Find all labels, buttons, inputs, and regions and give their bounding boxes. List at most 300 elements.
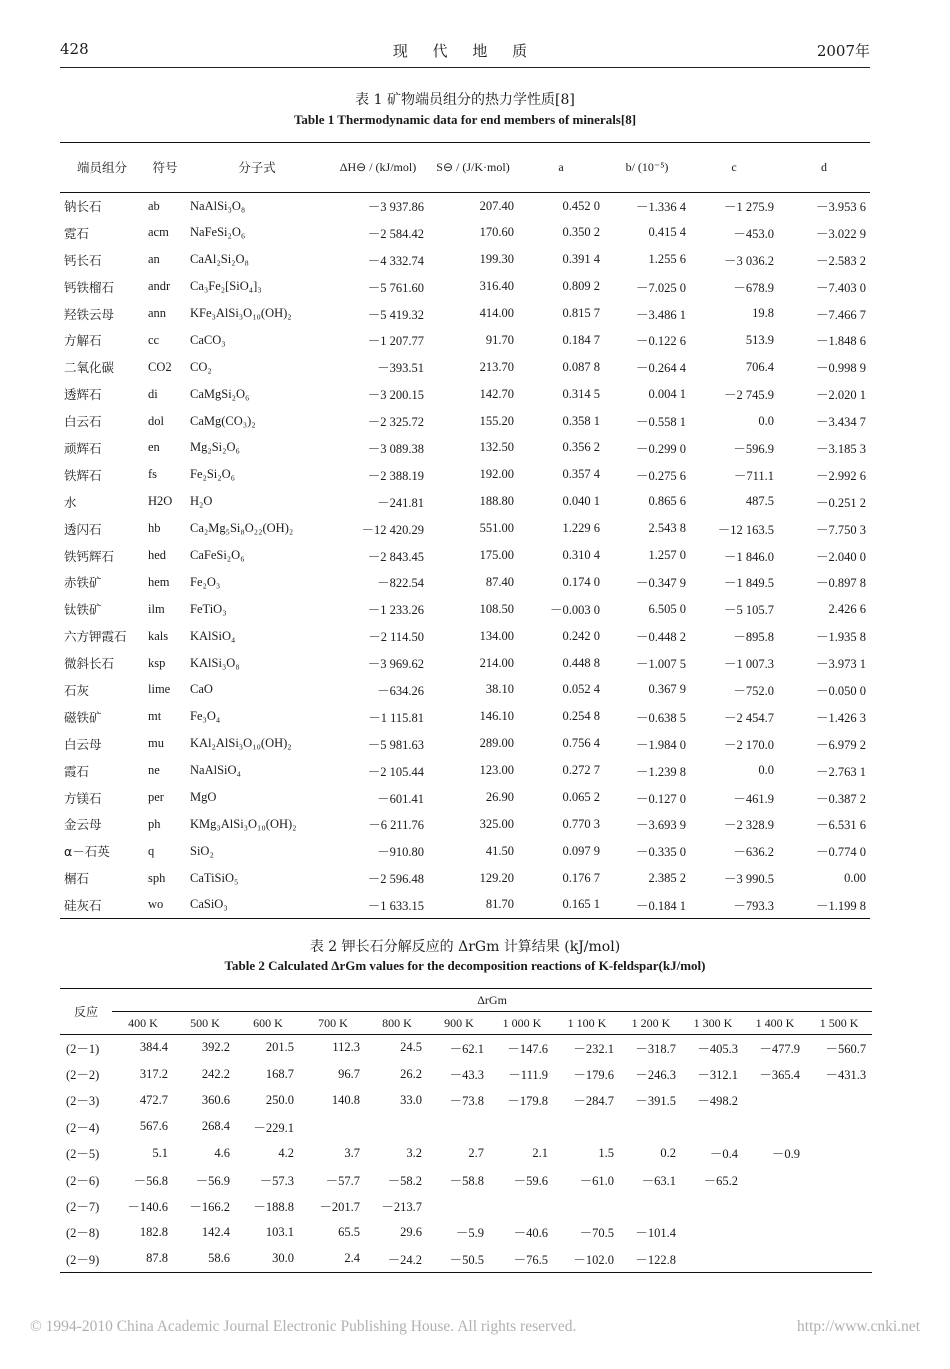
table2-cell [620,1114,682,1140]
table1-cell: 0.165 1 [518,892,604,919]
table1-cell: 289.00 [479,736,514,751]
table1-cell: 0.0 [758,763,774,778]
table2-cell: －101.4 [635,1226,676,1241]
table2-col-header: 700 K [300,1012,366,1035]
table2-col-header: 1 000 K [490,1012,554,1035]
table1-row [60,408,870,435]
table1-col-header: 端员组分 [60,143,144,193]
table1-cell: KAlSiO₄ [190,628,236,643]
table1-cell: 金云母 [64,817,102,833]
table1-cell: 199.30 [479,252,514,267]
table1-cell: di [148,386,158,401]
table1-cell: －5 105.7 [723,603,774,618]
table1-row [60,596,870,623]
table1-cell: q [148,843,155,858]
table1-cell: 487.5 [745,494,774,509]
table2-row [60,1087,872,1113]
table1-cell: hb [148,521,161,536]
table1-cell: －752.0 [733,683,774,698]
table2-cell: 201.5 [265,1040,294,1055]
table1-cell: 146.10 [479,709,514,724]
table1-cell: －678.9 [733,280,774,295]
table2-cell: 392.2 [201,1040,230,1055]
table2-cell [744,1166,806,1192]
table1-cell: －0.558 1 [635,415,686,430]
table2-cell [428,1114,490,1140]
table1-cell: －0.774 0 [815,845,866,860]
table1-cell: －3.973 1 [815,657,866,672]
table2-cell: －58.2 [387,1173,422,1188]
table1-cell: 0.415 4 [648,225,686,240]
table2-reaction-label: (2－9) [60,1246,112,1272]
table1-cell: －1.426 3 [815,710,866,725]
table2-cell: 96.7 [338,1066,360,1081]
table1-row [60,354,870,381]
table2-cell: 33.0 [400,1092,422,1107]
table1-cell: 41.50 [485,843,514,858]
table1-cell: －0.184 1 [604,892,690,919]
table1-cell: 钙长石 [64,252,102,268]
table1-cell: Fe₃O₄ [190,709,221,724]
table1-cell: －0.448 2 [635,630,686,645]
table2-cell [806,1087,872,1113]
table1-cell: mu [148,736,164,751]
table1-row [60,327,870,354]
table1-cell: ilm [148,601,165,616]
table1-col-header: c [690,143,778,193]
table1-cell: fs [148,467,158,482]
table1-cell: －3 200.15 [367,388,424,403]
table1-cell: 0.448 8 [562,655,600,670]
table2-cell [806,1219,872,1245]
table2-cell: －312.1 [697,1068,738,1083]
table1-cell: dol [148,413,164,428]
table1-cell: ann [148,306,167,320]
table2-cell: －5.9 [455,1226,484,1241]
table1-cell: KFe₃AlSi₃O₁₀(OH)₂ [190,306,292,320]
table2-reaction-label: (2－5) [66,1147,100,1162]
table1-cell: cc [148,332,160,347]
table2-cell: 65.5 [338,1224,360,1239]
table1-cell: －0.122 6 [635,334,686,349]
table1-cell: 551.00 [479,521,514,536]
table1-cell: 0.756 4 [562,736,600,751]
table1-row [60,892,870,919]
table2-cell: 317.2 [139,1066,168,1081]
table1-row [60,569,870,596]
table2-cell: 472.7 [139,1092,168,1107]
table1-cell: －3.693 9 [635,818,686,833]
table1-cell: －5 981.63 [367,737,424,752]
table2-cell: 268.4 [201,1119,230,1134]
table2-cell: 58.6 [174,1246,236,1272]
table1-cell: 二氧化碳 [64,360,115,376]
table2-cell: －0.4 [709,1147,738,1162]
table1-row [60,703,870,730]
table1-cell: 214.00 [479,655,514,670]
table1-cell: －601.41 [377,791,424,806]
table2-group-header: ΔrGm [112,989,872,1012]
table1-cell: CaSiO₃ [186,892,328,919]
table2-cell: －0.9 [771,1147,800,1162]
table1-cell: 2.426 6 [828,601,866,616]
table1-row [60,488,870,515]
table1-cell: －1.199 8 [778,892,870,919]
table2-cell: －147.6 [507,1041,548,1056]
table1-cell: 霓石 [64,225,90,241]
table1-cell: －0.897 8 [815,576,866,591]
table2-reaction-label: (2－7) [66,1200,100,1215]
table1-cell: 132.50 [479,440,514,455]
table1-cell: 513.9 [745,332,774,347]
table1-cell: －1.007 5 [635,657,686,672]
table1-cell: －0.264 4 [635,361,686,376]
table2-cell: －122.8 [620,1246,682,1272]
table1-cell: CO2 [148,359,172,374]
journal-title: 现 代 地 质 [392,42,538,60]
table2-col-header: 1 300 K [682,1012,744,1035]
table1-cell: α－石英 [64,844,110,860]
table1-cell: 钠长石 [64,199,102,215]
table1-row [60,677,870,704]
table1-cell: 0.452 0 [562,198,600,213]
table1-cell: MgO [190,790,217,805]
table1-cell: －12 163.5 [717,522,774,537]
table2-cell: －232.1 [573,1041,614,1056]
table2-cell: －50.5 [428,1246,490,1272]
table1-cell: 0.242 0 [562,628,600,643]
table2-cell: －76.5 [490,1246,554,1272]
table2-cell [806,1140,872,1166]
table1-cell: 108.50 [479,601,514,616]
table1-cell: 透闪石 [64,521,102,537]
table1-cell: －3 969.62 [367,657,424,672]
table1-thermodynamic-data [60,142,870,919]
table2-cell: 2.7 [468,1145,484,1160]
table1-cell: 213.70 [479,359,514,374]
table1-cell: 87.40 [485,574,514,589]
page-header [60,40,870,62]
table1-cell: 188.80 [479,494,514,509]
table2-cell: 3.2 [406,1145,422,1160]
table2-cell [744,1193,806,1219]
table1-cell: 赤铁矿 [64,575,102,591]
table1-col-header: 分子式 [186,143,328,193]
table1-cell: H2O [148,494,173,509]
table1-cell: 6.505 0 [648,601,686,616]
table1-cell: 钙铁榴石 [64,279,115,295]
table2-cell: －40.6 [513,1226,548,1241]
table2-col-header: 500 K [174,1012,236,1035]
table1-cell: －5 419.32 [367,307,424,322]
table2-row [60,1166,872,1192]
table1-cell: －7.750 3 [815,522,866,537]
table1-cell: KAlSi₃O₈ [190,655,240,670]
table1-cell: ab [148,198,160,213]
table2-cell: 0.2 [660,1145,676,1160]
table2-row [60,1140,872,1166]
table2-cell [682,1219,744,1245]
table1-cell: －2 454.7 [723,710,774,725]
table2-col-header: 900 K [428,1012,490,1035]
table1-cell: ph [148,816,161,831]
table1-cell: －241.81 [377,495,424,510]
table1-cell: －461.9 [733,791,774,806]
table2-row [60,1061,872,1087]
table1-cell: －2 843.45 [367,549,424,564]
table1-row [60,757,870,784]
table1-cell: －2 105.44 [367,764,424,779]
table1-cell: 325.00 [479,816,514,831]
table1-cell: KMg₃AlSi₃O₁₀(OH)₂ [190,816,297,831]
table1-cell: lime [148,682,171,697]
table1-cell: －3 990.5 [723,872,774,887]
table1-cell: 微斜长石 [64,656,115,672]
table1-cell: H₂O [190,494,213,509]
table1-cell: 81.70 [428,892,518,919]
table2-cell: 242.2 [201,1066,230,1081]
table1-cell: Ca₃Fe₂[SiO₄]₃ [190,279,262,294]
table2-row [60,1114,872,1140]
table1-cell: －1 207.77 [367,334,424,349]
table2-cell [682,1114,744,1140]
table2-cell: 142.4 [201,1224,230,1239]
table1-cell: －1.848 6 [815,334,866,349]
table1-cell: 0.865 6 [648,494,686,509]
table1-cell: －1 233.26 [367,603,424,618]
table1-cell: 白云母 [64,736,102,752]
table2-cell: －365.4 [759,1068,800,1083]
table1-cell: －7.025 0 [635,280,686,295]
table1-cell: 方镁石 [64,790,102,806]
table2-cell: 5.1 [152,1145,168,1160]
table1-cell: －7.466 7 [815,307,866,322]
table2-cell: 26.2 [400,1066,422,1081]
table1-cell: －0.275 6 [635,468,686,483]
table1-row [60,273,870,300]
table2-cell [806,1114,872,1140]
table1-cell: －2 745.9 [723,388,774,403]
table2-cell: －246.3 [635,1068,676,1083]
table1-cell: hed [148,548,167,563]
table2-row [60,1035,872,1061]
table1-cell: NaAlSiO₄ [190,763,241,778]
header-rule [60,67,870,68]
table1-cell: －1.336 4 [635,200,686,215]
table1-cell: en [148,440,160,455]
table1-cell: －3.434 7 [815,415,866,430]
table1-cell: －895.8 [733,630,774,645]
table2-cell: －405.3 [697,1041,738,1056]
table1-cell: 0.040 1 [562,494,600,509]
table1-row [60,542,870,569]
table1-row [60,811,870,838]
table1-cell: 1.229 6 [562,521,600,536]
table2-cell: 103.1 [265,1224,294,1239]
table2-cell [554,1114,620,1140]
table2-cell: －56.9 [195,1173,230,1188]
table1-cell: ksp [148,655,166,670]
table1-cell: 0.367 9 [648,682,686,697]
table1-row [60,435,870,462]
table2-reaction-label: (2－1) [66,1041,100,1056]
table1-cell: －711.1 [733,468,774,483]
table1-cell: －393.51 [377,361,424,376]
table1-cell: －1.984 0 [635,737,686,752]
table2-cell: －70.5 [579,1226,614,1241]
table2-cell: －58.8 [449,1173,484,1188]
table2-row [60,1246,872,1272]
table1-row [60,381,870,408]
table1-cell: －0.251 2 [815,495,866,510]
table1-cell: －1 846.0 [723,549,774,564]
table1-cell: －5 761.60 [367,280,424,295]
table2-cell: －560.7 [825,1041,867,1056]
table1-cell: －1.935 8 [815,630,866,645]
table2-cell: －318.7 [635,1041,676,1056]
table2-cell: 3.7 [344,1145,360,1160]
table1-cell: －3.953 6 [815,200,866,215]
table1-cell: 0.176 7 [562,870,600,885]
table2-cell: 250.0 [265,1092,294,1107]
table1-cell: 0.809 2 [562,279,600,294]
table2-col-header: 400 K [112,1012,174,1035]
table2-cell: －61.0 [579,1173,614,1188]
table1-cell: 0.815 7 [562,306,600,320]
table1-row [60,300,870,327]
table2-cell [300,1114,366,1140]
table2-cell: －179.8 [507,1094,548,1109]
table1-row [60,865,870,892]
table1-cell: －0.347 9 [635,576,686,591]
table1-cell: －636.2 [733,845,774,860]
table2-cell [490,1193,554,1219]
table1-cell: 霞石 [64,763,90,779]
table1-cell: －0.335 0 [635,845,686,860]
table1-cell: KAl₂AlSi₃O₁₀(OH)₂ [190,736,292,751]
table2-cell [554,1193,620,1219]
table2-cell [744,1219,806,1245]
table2-cell: 24.5 [400,1040,422,1055]
table1-cell: －1 115.81 [368,710,424,725]
table1-cell: 铁钙辉石 [64,548,115,564]
table2-cell: －391.5 [635,1094,676,1109]
table2-cell [428,1193,490,1219]
table1-cell: 134.00 [479,628,514,643]
table1-cell: 207.40 [479,198,514,213]
table1-cell: 2.385 2 [648,870,686,885]
table1-row [60,246,870,273]
table1-cell: 2.543 8 [648,521,686,536]
table1-cell: 0.184 7 [562,332,600,347]
table1-cell: －2.040 0 [815,549,866,564]
table1-cell: －2 170.0 [723,737,774,752]
table1-cell: －1 275.9 [723,200,774,215]
table1-cell: －2 328.9 [723,818,774,833]
table1-cell: 磁铁矿 [64,709,102,725]
table1-cell: 0.097 9 [562,843,600,858]
copyright-text: © 1994-2010 China Academic Journal Electronic Publishing House. All rights reserved. [30,1318,577,1335]
table1-cell: CO₂ [190,359,212,374]
table1-cell: －3 937.86 [367,200,424,215]
table1-cell: －2.020 1 [815,388,866,403]
table2-reaction-label: (2－2) [66,1068,100,1083]
table1-cell: 91.70 [485,332,514,347]
table2-cell [366,1114,428,1140]
table1-cell: 0.052 4 [562,682,600,697]
table1-cell: NaFeSi₂O₆ [190,225,246,240]
table2-col-header: 1 500 K [806,1012,872,1035]
table1-cell: 0.254 8 [562,709,600,724]
table1-cell: －12 420.29 [361,522,424,537]
table1-cell: －2 596.48 [367,872,424,887]
table2-caption-cn: 表 2 钾长石分解反应的 ΔrGm 计算结果 (kJ/mol) [309,939,621,955]
table1-cell: 192.00 [479,467,514,482]
table1-cell: Mg₂Si₂O₆ [190,440,240,455]
table2-reaction-label: (2－3) [66,1094,100,1109]
table1-cell: －2 114.50 [368,630,424,645]
table1-cell: mt [148,709,162,724]
table1-cell: －1.239 8 [635,764,686,779]
table1-cell: －7.403 0 [815,280,866,295]
table1-col-header: a [518,143,604,193]
table2-cell: －140.6 [127,1200,168,1215]
table1-cell: 方解石 [64,333,102,349]
table2-cell: －56.8 [133,1173,168,1188]
table1-cell: －6.531 6 [815,818,866,833]
table1-cell: －596.9 [733,441,774,456]
table2-cell: 567.6 [139,1119,168,1134]
table1-cell: －3 089.38 [367,441,424,456]
table2-cell [620,1193,682,1219]
table1-cell: 316.40 [479,279,514,294]
table1-cell: hem [148,574,170,589]
table1-row [60,193,870,220]
table1-cell: －0.127 0 [635,791,686,806]
table1-cell: 石灰 [64,682,90,698]
table2-cell [806,1193,872,1219]
table1-cell: SiO₂ [190,843,214,858]
table1-cell: 0.358 1 [562,413,600,428]
table1-cell: －0.003 0 [549,603,600,618]
footer-url[interactable]: http://www.cnki.net [797,1318,920,1335]
table2-cell: －57.3 [259,1173,294,1188]
table2-row-header: 反应 [60,989,112,1035]
table1-cell: CaMgSi₂O₆ [190,386,250,401]
table1-cell: 170.60 [479,225,514,240]
table1-cell: 透辉石 [64,387,102,403]
table2-cell [744,1114,806,1140]
table2-cell: －477.9 [759,1041,800,1056]
table2-cell: －284.7 [573,1094,614,1109]
table1-cell: an [148,252,160,267]
table1-row [60,730,870,757]
table1-cell: －3.022 9 [815,226,866,241]
table1-cell: 0.272 7 [562,763,600,778]
page-number: 428 [60,40,89,58]
table2-cell: 2.1 [532,1145,548,1160]
table2-cell: 29.6 [400,1224,422,1239]
table2-cell: 1.5 [598,1145,614,1160]
table1-cell: wo [144,892,186,919]
table2-cell: －201.7 [319,1200,360,1215]
table1-cell: －2 584.42 [367,226,424,241]
table2-cell: －431.3 [825,1068,867,1083]
table1-cell: 0.087 8 [562,359,600,374]
table1-cell: 硅灰石 [60,892,144,919]
table1-cell: 榍石 [64,871,90,887]
table1-cell: 155.20 [479,413,514,428]
